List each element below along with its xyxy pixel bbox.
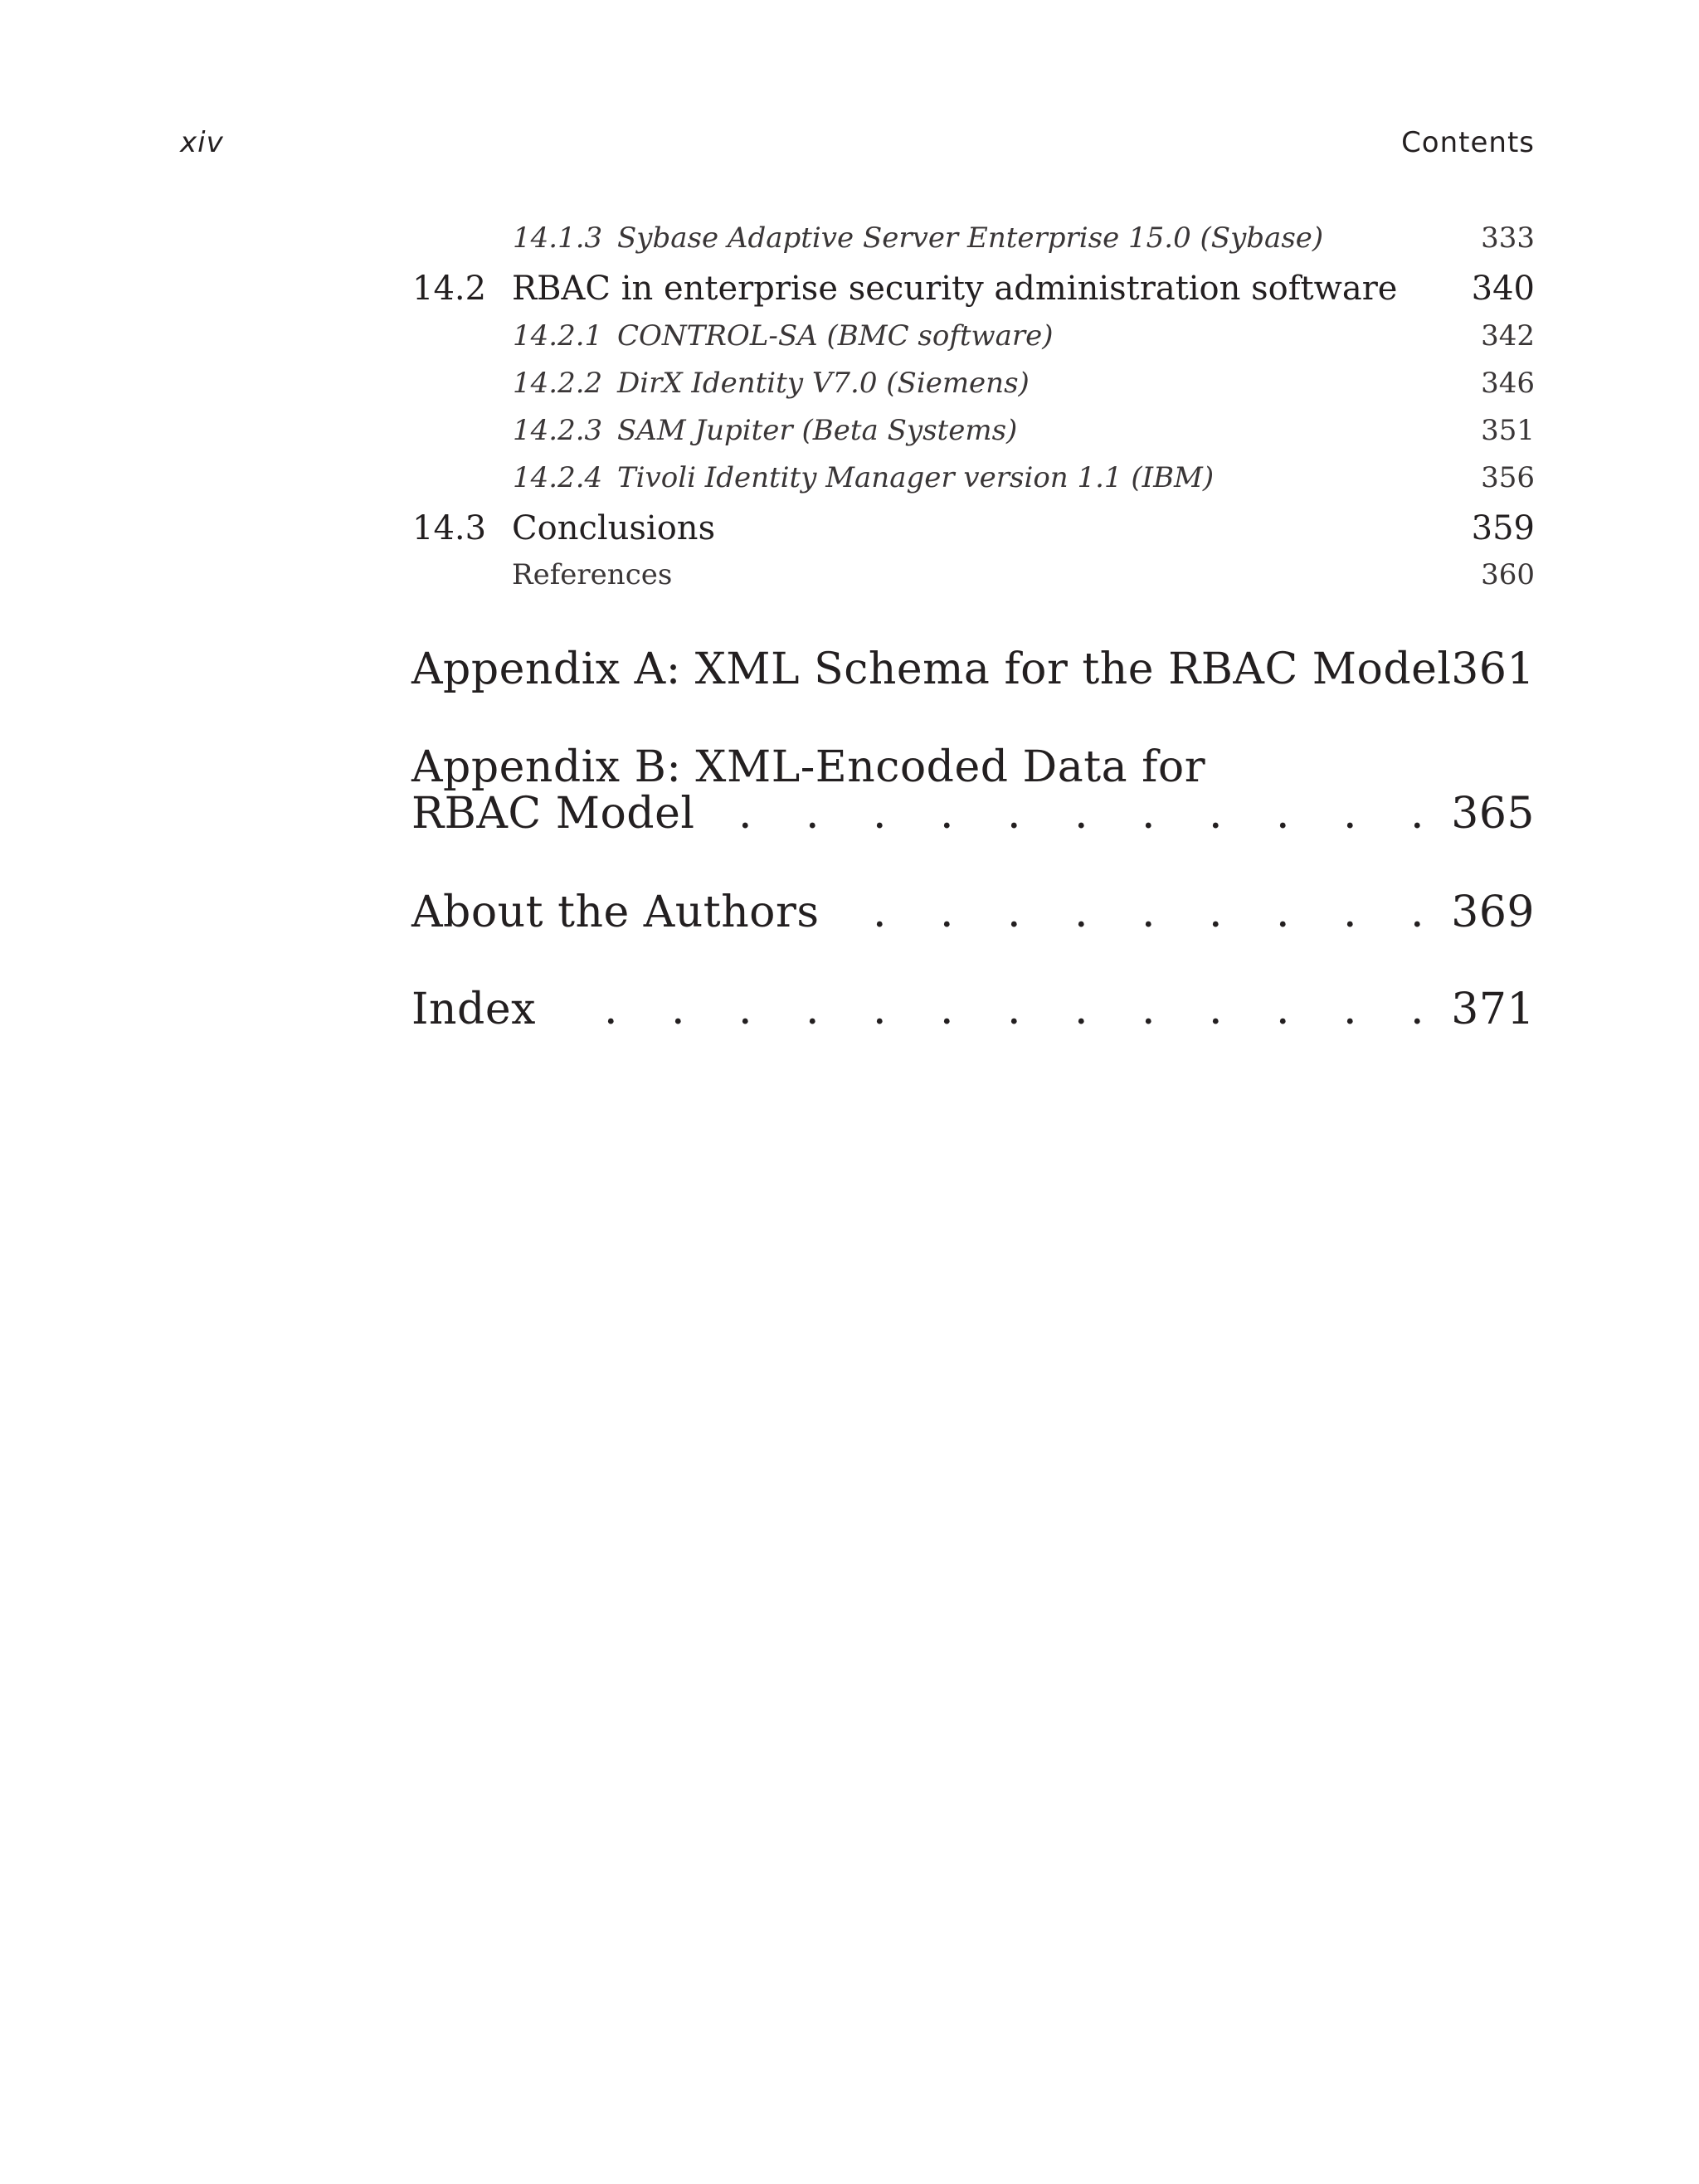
leader-dot: .	[604, 985, 618, 1034]
leader-dot: .	[671, 985, 685, 1034]
leader-dot: .	[1410, 789, 1424, 839]
toc-entry-title: Tivoli Identity Manager version 1.1 (IBM)	[617, 461, 1215, 494]
toc-entry-title: RBAC in enterprise security administration software	[512, 270, 1398, 308]
toc-entry-page: 342	[1481, 319, 1535, 353]
toc-entry-title: About the Authors	[411, 888, 820, 937]
toc-entry-page: 360	[1481, 558, 1535, 591]
toc-entry-title-continued: RBAC Model	[411, 789, 695, 839]
leader-dot: .	[873, 888, 887, 937]
leader-dot: .	[1007, 985, 1021, 1034]
leader-dot: .	[1142, 789, 1156, 839]
leader-dot: .	[1343, 985, 1357, 1034]
leader-dot: .	[1142, 985, 1156, 1034]
toc-entry-page: 340	[1471, 270, 1535, 308]
toc-entry-page: 351	[1481, 414, 1535, 447]
toc-entry-page: 356	[1481, 461, 1535, 494]
running-title: Contents	[1401, 126, 1535, 159]
leader-dot: .	[873, 985, 887, 1034]
leader-dot: .	[1142, 888, 1156, 937]
toc-entry-page: 359	[1471, 509, 1535, 547]
toc-entry-page: 346	[1481, 367, 1535, 400]
toc-entry-number: 14.2.4	[513, 461, 603, 494]
toc-entry-page: 371	[1451, 985, 1535, 1034]
leader-dot: .	[1410, 985, 1424, 1034]
leader-dot: .	[806, 789, 820, 839]
leader-dot: .	[940, 789, 954, 839]
toc-entry-title: Appendix B: XML-Encoded Data for	[411, 742, 1206, 792]
running-head	[180, 126, 1535, 168]
toc-entry-number: 14.3	[412, 509, 487, 547]
toc-entry-page: 361	[1451, 644, 1535, 694]
toc-entry-page: 365	[1451, 789, 1535, 839]
leader-dot: .	[1209, 888, 1223, 937]
toc-entry-title: CONTROL-SA (BMC software)	[617, 319, 1054, 353]
toc-entry-title: Conclusions	[512, 509, 716, 547]
leader-dot: .	[1343, 789, 1357, 839]
page-number: xiv	[180, 126, 224, 159]
toc-entry-number: 14.1.3	[513, 221, 603, 255]
leader-dot: .	[1007, 789, 1021, 839]
leader-dot: .	[738, 985, 752, 1034]
leader-dot: .	[1410, 888, 1424, 937]
toc-entry-title: References	[512, 558, 673, 591]
toc-entry-number: 14.2	[412, 270, 487, 308]
leader-dot: .	[1074, 985, 1088, 1034]
leader-dot: .	[1074, 888, 1088, 937]
toc-entry-number: 14.2.2	[513, 367, 603, 400]
leader-dot: .	[873, 789, 887, 839]
leader-dot: .	[738, 789, 752, 839]
leader-dot: .	[940, 888, 954, 937]
toc-entry-title: Index	[411, 985, 536, 1034]
leader-dot: .	[806, 985, 820, 1034]
leader-dot: .	[1209, 789, 1223, 839]
toc-entry-page: 369	[1451, 888, 1535, 937]
leader-dot: .	[1343, 888, 1357, 937]
toc-entry-title: DirX Identity V7.0 (Siemens)	[617, 367, 1030, 400]
leader-dot: .	[1074, 789, 1088, 839]
toc-entry-title: SAM Jupiter (Beta Systems)	[617, 414, 1018, 447]
toc-entry-number: 14.2.1	[513, 319, 603, 353]
leader-dot: .	[1007, 888, 1021, 937]
leader-dot: .	[1276, 985, 1290, 1034]
leader-dot: .	[1276, 789, 1290, 839]
toc-entry-title: Sybase Adaptive Server Enterprise 15.0 (Sybase)	[617, 221, 1324, 255]
toc-entry-page: 333	[1481, 221, 1535, 255]
leader-dot: .	[1209, 985, 1223, 1034]
toc-entry-number: 14.2.3	[513, 414, 603, 447]
leader-dot: .	[940, 985, 954, 1034]
leader-dot: .	[1276, 888, 1290, 937]
toc-entry-title: Appendix A: XML Schema for the RBAC Model	[411, 644, 1452, 694]
